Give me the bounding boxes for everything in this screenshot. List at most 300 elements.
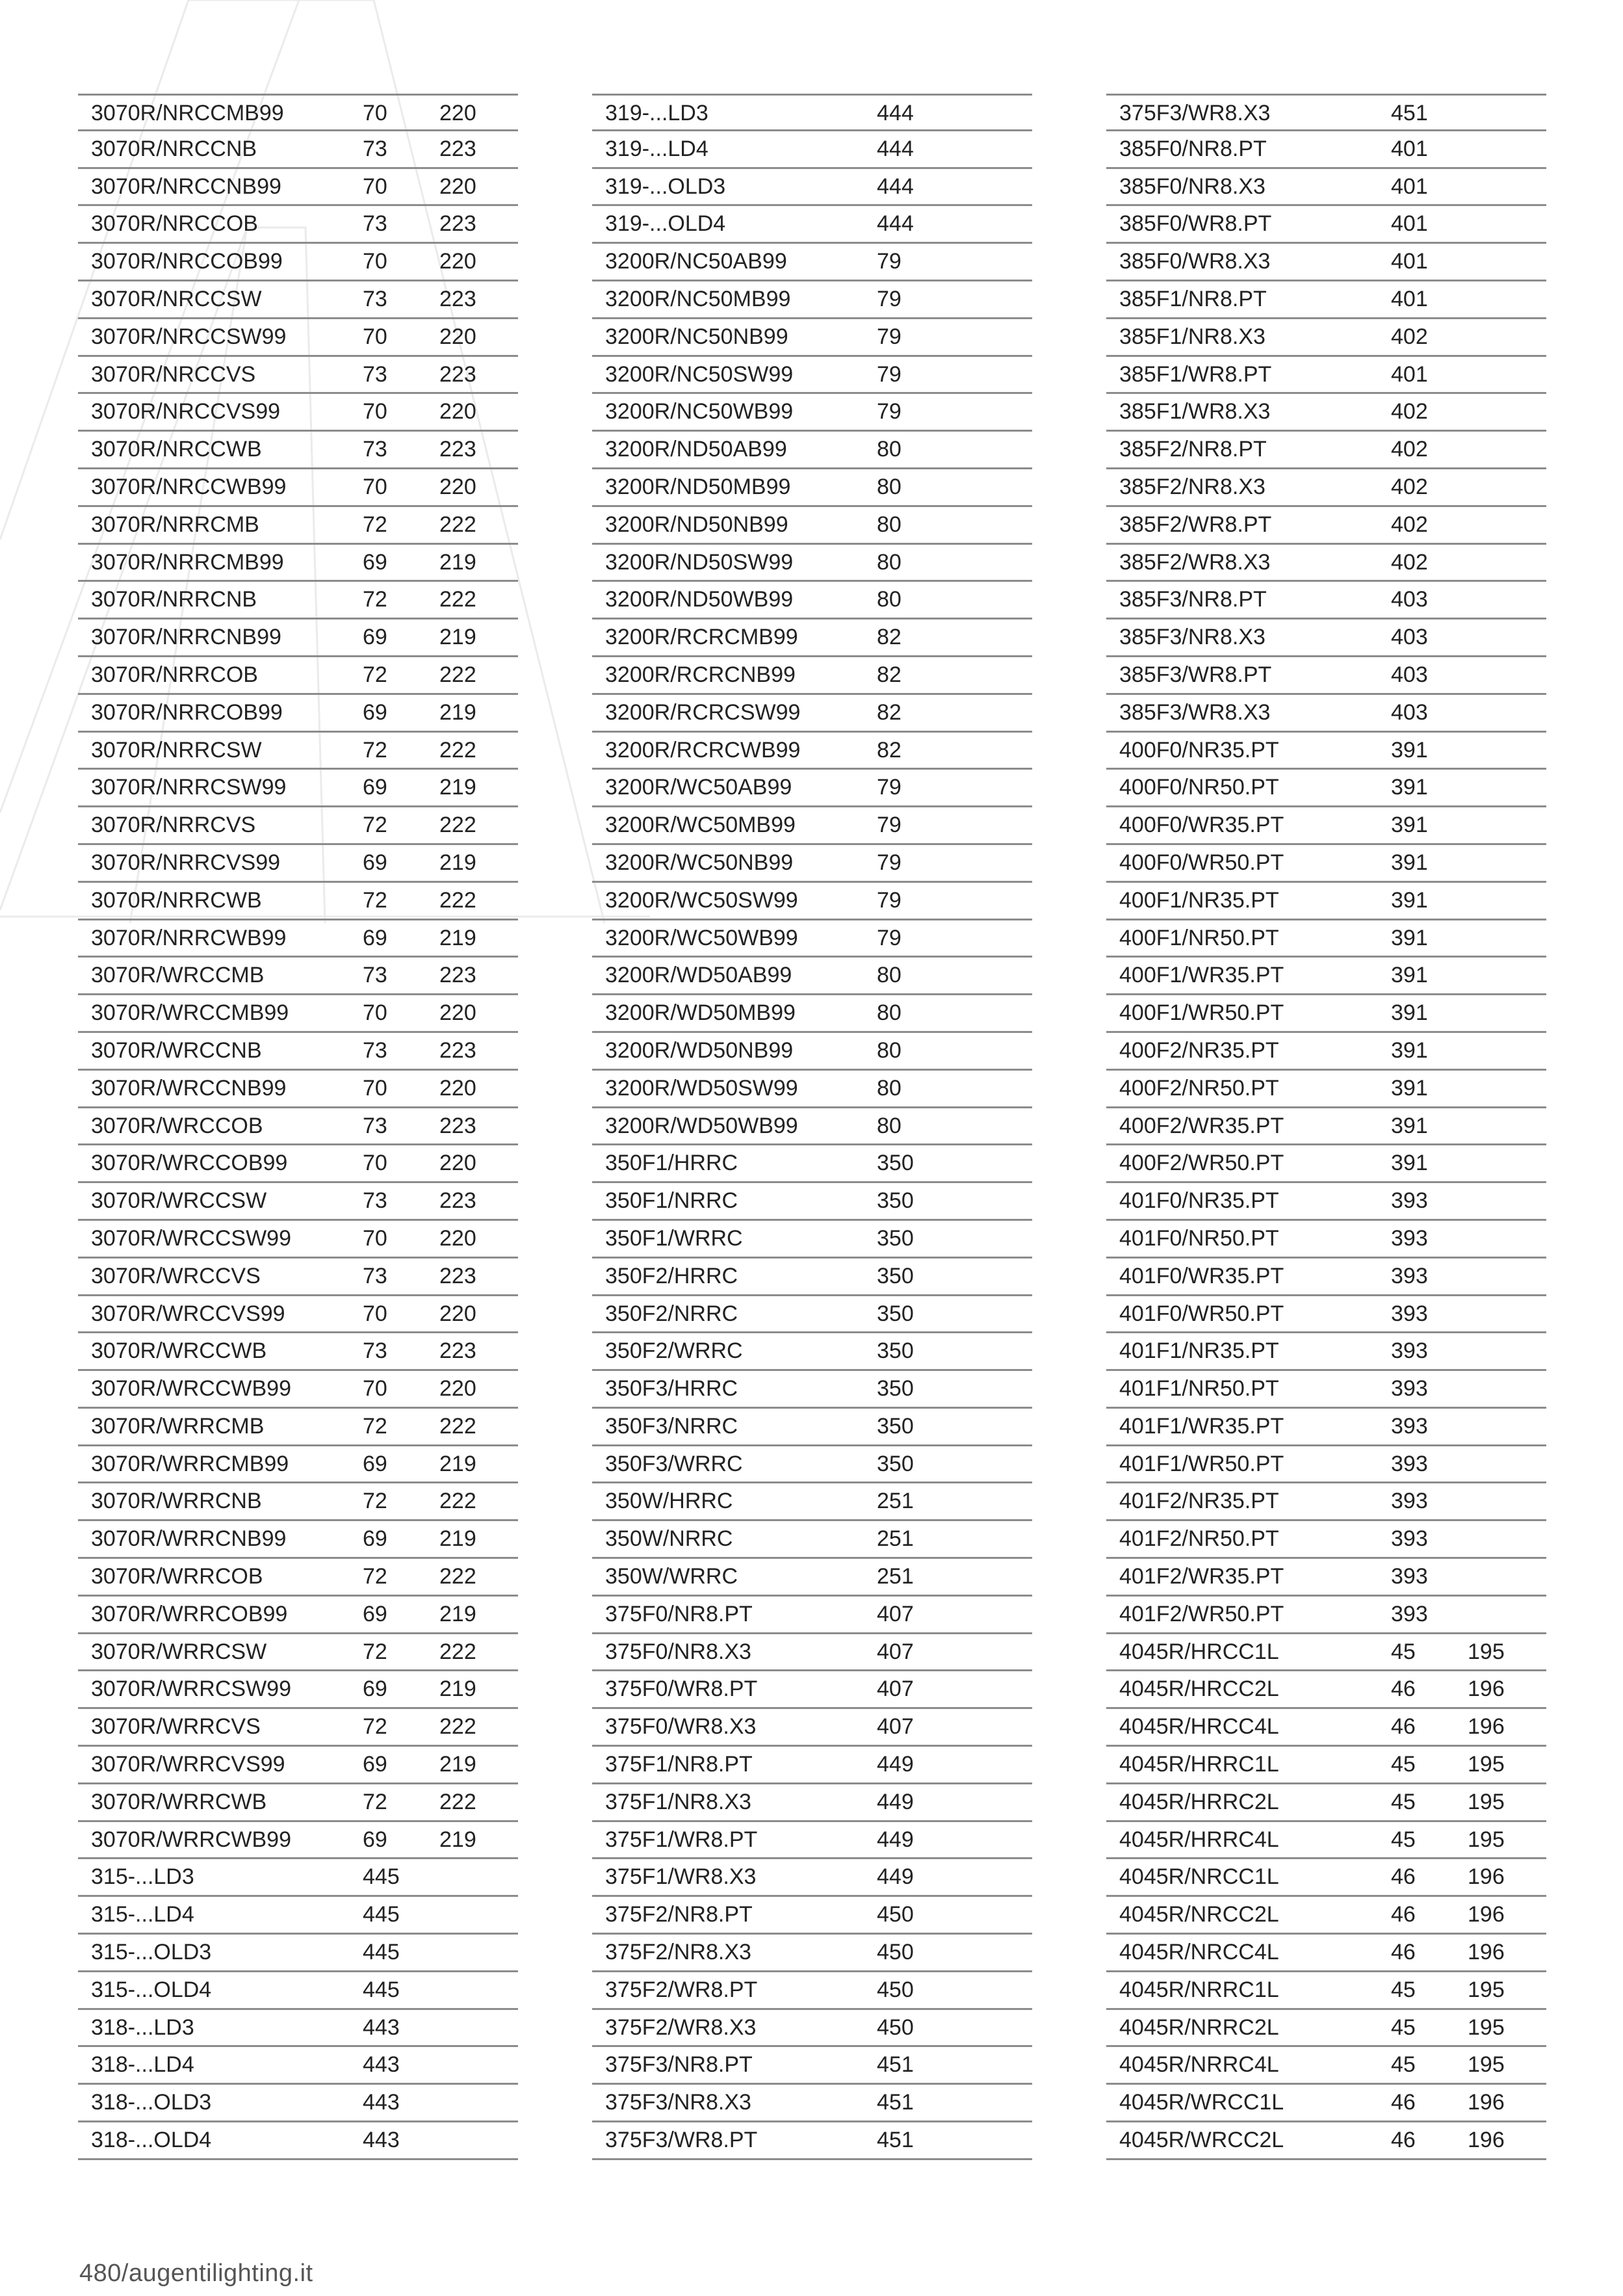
page-ref: 70: [363, 1301, 387, 1326]
table-row: [78, 1559, 518, 1597]
product-code: 3070R/WRCCMB: [91, 963, 265, 988]
product-code: 4045R/HRCC1L: [1119, 1639, 1279, 1664]
product-code: 3070R/WRRCSW: [91, 1639, 267, 1664]
table-row: [1106, 1747, 1546, 1784]
page-ref: 350: [877, 1301, 914, 1326]
table-row: [592, 169, 1032, 207]
product-code: 318-...OLD4: [91, 2128, 212, 2153]
table-row: [592, 1671, 1032, 1709]
table-row: [592, 469, 1032, 507]
product-code: 400F1/WR35.PT: [1119, 963, 1284, 988]
page-ref: 73: [363, 286, 387, 311]
table-row: [592, 507, 1032, 545]
table-row: [78, 94, 518, 131]
page-ref: 391: [1391, 775, 1428, 800]
page-ref-alt: 219: [439, 1676, 476, 1702]
page-ref: 70: [363, 1151, 387, 1176]
product-code: 350F2/WRRC: [605, 1338, 743, 1364]
page-ref-alt: 219: [439, 1752, 476, 1777]
table-row: [592, 1483, 1032, 1521]
table-row: [592, 1183, 1032, 1221]
page-ref: 45: [1391, 1639, 1416, 1664]
product-code: 401F0/NR35.PT: [1119, 1188, 1279, 1214]
page-ref: 70: [363, 1225, 387, 1251]
page-ref: 401: [1391, 249, 1428, 274]
product-code: 3070R/WRCCNB: [91, 1037, 262, 1063]
product-code: 3200R/RCRCMB99: [605, 625, 798, 650]
product-code: 3070R/WRRCMB99: [91, 1451, 289, 1476]
page-ref-alt: 222: [439, 1413, 476, 1439]
page-ref-alt: 196: [1468, 1714, 1505, 1740]
product-code: 319-...LD3: [605, 101, 708, 125]
page-ref: 73: [363, 1188, 387, 1214]
product-code: 375F0/WR8.PT: [605, 1676, 758, 1702]
page-ref: 449: [877, 1827, 914, 1852]
page-ref: 401: [1391, 286, 1428, 311]
page-ref-alt: 219: [439, 1601, 476, 1626]
table-row: [78, 1671, 518, 1709]
product-code: 3070R/NRRCOB99: [91, 699, 283, 725]
product-code: 375F1/WR8.PT: [605, 1827, 758, 1852]
page-ref: 72: [363, 1489, 387, 1514]
product-code: 315-...OLD3: [91, 1940, 212, 1965]
page-ref: 251: [877, 1489, 914, 1514]
product-code: 375F3/NR8.X3: [605, 2090, 751, 2115]
table-row: [78, 1709, 518, 1747]
table-row: [1106, 469, 1546, 507]
table-row: [592, 281, 1032, 319]
product-code: 375F0/NR8.X3: [605, 1639, 751, 1664]
page-ref: 403: [1391, 625, 1428, 650]
page-ref-alt: 195: [1468, 1752, 1505, 1777]
page-ref: 445: [363, 1940, 400, 1965]
page-ref: 70: [363, 101, 387, 125]
page-ref-alt: 195: [1468, 1789, 1505, 1814]
table-row: [78, 1747, 518, 1784]
product-code: 3200R/NC50NB99: [605, 324, 788, 349]
table-row: [78, 845, 518, 883]
table-row: [78, 733, 518, 770]
table-row: [78, 281, 518, 319]
page-ref-alt: 196: [1468, 2090, 1505, 2115]
page-ref: 70: [363, 324, 387, 349]
product-code: 401F2/NR50.PT: [1119, 1526, 1279, 1552]
product-code: 3070R/NRCCVS: [91, 361, 256, 387]
product-code: 350W/NRRC: [605, 1526, 733, 1552]
product-code: 3200R/ND50MB99: [605, 474, 791, 499]
product-code: 319-...OLD3: [605, 174, 726, 199]
product-code: 385F1/WR8.X3: [1119, 399, 1271, 424]
page-ref: 444: [877, 101, 914, 125]
page-ref: 80: [877, 1113, 902, 1138]
page-ref: 69: [363, 1601, 387, 1626]
product-code: 3070R/WRCCWB99: [91, 1376, 291, 1402]
table-row: [592, 1145, 1032, 1183]
page-ref-alt: 223: [439, 963, 476, 988]
page-ref: 72: [363, 662, 387, 687]
product-code: 3200R/WC50SW99: [605, 887, 798, 913]
page-ref-alt: 223: [439, 1263, 476, 1288]
page-ref: 443: [363, 2052, 400, 2078]
product-code: 3200R/ND50AB99: [605, 437, 787, 462]
table-row: [1106, 620, 1546, 657]
table-row: [78, 2047, 518, 2085]
product-code: 3200R/WD50NB99: [605, 1037, 794, 1063]
page-ref: 80: [877, 474, 902, 499]
product-code: 385F1/NR8.X3: [1119, 324, 1266, 349]
table-row: [78, 319, 518, 357]
table-row: [1106, 244, 1546, 281]
page-ref: 79: [877, 361, 902, 387]
product-code: 3070R/WRRCWB: [91, 1789, 267, 1814]
table-row: [592, 1559, 1032, 1597]
page-ref: 82: [877, 625, 902, 650]
page-ref: 403: [1391, 587, 1428, 612]
table-row: [1106, 1521, 1546, 1559]
page-ref-alt: 220: [439, 1075, 476, 1101]
product-code: 3070R/WRRCMB: [91, 1413, 265, 1439]
product-code: 401F1/WR50.PT: [1119, 1451, 1284, 1476]
page-ref: 46: [1391, 1714, 1416, 1740]
page-ref-alt: 220: [439, 101, 476, 125]
product-code: 401F2/NR35.PT: [1119, 1489, 1279, 1514]
page-ref: 251: [877, 1526, 914, 1552]
product-code: 4045R/NRRC1L: [1119, 1977, 1279, 2002]
product-code: 3070R/WRCCWB: [91, 1338, 267, 1364]
table-row: [592, 1897, 1032, 1935]
page-ref: 401: [1391, 136, 1428, 161]
page-ref: 407: [877, 1676, 914, 1702]
table-row: [78, 1221, 518, 1259]
page-ref-alt: 220: [439, 474, 476, 499]
table-row: [1106, 94, 1546, 131]
page-ref: 79: [877, 249, 902, 274]
product-code: 3070R/NRRCVS: [91, 813, 256, 838]
table-row: [78, 394, 518, 432]
page-ref: 72: [363, 1639, 387, 1664]
page-ref-alt: 219: [439, 625, 476, 650]
page-ref: 350: [877, 1263, 914, 1288]
page-ref-alt: 220: [439, 174, 476, 199]
table-row: [592, 1371, 1032, 1409]
page-ref-alt: 222: [439, 662, 476, 687]
table-row: [592, 1972, 1032, 2010]
page-ref: 391: [1391, 963, 1428, 988]
product-code: 3070R/NRCCSW99: [91, 324, 287, 349]
product-code: 3070R/WRCCNB99: [91, 1075, 287, 1101]
table-row: [1106, 1259, 1546, 1296]
product-code: 401F0/WR50.PT: [1119, 1301, 1284, 1326]
table-row: [592, 1597, 1032, 1634]
product-code: 3070R/NRCCWB99: [91, 474, 287, 499]
product-code: 375F0/NR8.PT: [605, 1601, 753, 1626]
table-row: [592, 883, 1032, 920]
product-code: 319-...LD4: [605, 136, 708, 161]
page-ref: 80: [877, 1000, 902, 1026]
table-row: [78, 695, 518, 733]
page-ref: 45: [1391, 1789, 1416, 1814]
product-code: 401F1/NR50.PT: [1119, 1376, 1279, 1402]
product-code: 3200R/RCRCSW99: [605, 699, 801, 725]
table-row: [592, 845, 1032, 883]
product-code: 318-...OLD3: [91, 2090, 212, 2115]
product-code: 3200R/ND50NB99: [605, 512, 788, 537]
product-code: 4045R/NRCC1L: [1119, 1864, 1279, 1890]
page-ref: 72: [363, 1714, 387, 1740]
page-ref: 443: [363, 2128, 400, 2153]
table-row: [592, 94, 1032, 131]
product-code: 400F1/NR50.PT: [1119, 925, 1279, 950]
page-ref: 45: [1391, 1977, 1416, 2002]
product-code: 3200R/NC50AB99: [605, 249, 787, 274]
page-ref: 80: [877, 1037, 902, 1063]
table-row: [592, 1409, 1032, 1446]
product-code: 385F3/NR8.PT: [1119, 587, 1267, 612]
table-row: [1106, 695, 1546, 733]
table-row: [78, 432, 518, 469]
page-ref-alt: 219: [439, 775, 476, 800]
product-code: 4045R/HRRC1L: [1119, 1752, 1279, 1777]
page-ref: 79: [877, 399, 902, 424]
product-code: 350W/HRRC: [605, 1489, 733, 1514]
page-ref: 393: [1391, 1376, 1428, 1402]
page-ref: 69: [363, 1451, 387, 1476]
page-ref: 402: [1391, 324, 1428, 349]
page-ref-alt: 220: [439, 1151, 476, 1176]
table-row: [1106, 1221, 1546, 1259]
product-code: 400F0/NR35.PT: [1119, 737, 1279, 763]
table-row: [78, 1371, 518, 1409]
page-ref: 70: [363, 174, 387, 199]
table-row: [1106, 883, 1546, 920]
page-ref: 451: [877, 2052, 914, 2078]
page-ref: 449: [877, 1752, 914, 1777]
product-code: 400F1/NR35.PT: [1119, 887, 1279, 913]
product-code: 385F3/WR8.PT: [1119, 662, 1272, 687]
page-ref-alt: 223: [439, 1338, 476, 1364]
table-row: [78, 1634, 518, 1672]
table-row: [1106, 2085, 1546, 2122]
page-footer: 480/augentilighting.it: [79, 2260, 313, 2287]
page-ref: 45: [1391, 1752, 1416, 1777]
table-row: [1106, 1183, 1546, 1221]
product-code: 3070R/NRRCOB: [91, 662, 258, 687]
table-row: [1106, 507, 1546, 545]
page-ref: 393: [1391, 1225, 1428, 1251]
page-ref: 79: [877, 775, 902, 800]
page-ref: 73: [363, 1113, 387, 1138]
page-ref: 73: [363, 361, 387, 387]
product-code: 400F2/WR50.PT: [1119, 1151, 1284, 1176]
page-ref: 402: [1391, 549, 1428, 575]
page-ref: 391: [1391, 1000, 1428, 1026]
table-row: [592, 1221, 1032, 1259]
table-row: [592, 357, 1032, 395]
table-row: [592, 1333, 1032, 1371]
table-row: [592, 1784, 1032, 1822]
product-code: 3070R/NRCCVS99: [91, 399, 281, 424]
product-code: 400F2/NR35.PT: [1119, 1037, 1279, 1063]
page-ref: 69: [363, 1752, 387, 1777]
page-ref: 46: [1391, 1902, 1416, 1927]
table-row: [592, 1709, 1032, 1747]
table-row: [78, 507, 518, 545]
page-ref: 443: [363, 2015, 400, 2040]
product-code: 3070R/NRRCVS99: [91, 850, 281, 875]
table-row: [592, 657, 1032, 695]
product-code: 3070R/WRRCOB99: [91, 1601, 288, 1626]
table-row: [1106, 432, 1546, 469]
product-code: 350F1/NRRC: [605, 1188, 738, 1214]
product-code: 3200R/RCRCNB99: [605, 662, 796, 687]
table-row: [592, 958, 1032, 995]
product-code: 350F3/WRRC: [605, 1451, 743, 1476]
table-row: [1106, 1784, 1546, 1822]
page-ref: 350: [877, 1413, 914, 1439]
product-code: 3070R/WRRCVS99: [91, 1752, 285, 1777]
page-ref: 72: [363, 1413, 387, 1439]
table-row: [1106, 131, 1546, 169]
table-row: [78, 920, 518, 958]
page-ref-alt: 223: [439, 437, 476, 462]
product-code: 350W/WRRC: [605, 1564, 738, 1589]
table-row: [78, 1409, 518, 1446]
product-code: 3070R/WRCCOB99: [91, 1151, 288, 1176]
page-ref: 45: [1391, 1827, 1416, 1852]
page-ref: 407: [877, 1639, 914, 1664]
product-code: 401F1/NR35.PT: [1119, 1338, 1279, 1364]
page-ref-alt: 219: [439, 925, 476, 950]
table-row: [1106, 920, 1546, 958]
page-ref: 391: [1391, 737, 1428, 763]
page-ref: 70: [363, 1075, 387, 1101]
page-ref: 72: [363, 887, 387, 913]
page-ref: 79: [877, 813, 902, 838]
table-row: [1106, 1822, 1546, 1860]
page-ref: 450: [877, 1902, 914, 1927]
table-row: [592, 1634, 1032, 1672]
page-ref: 444: [877, 211, 914, 237]
product-code: 3070R/WRCCMB99: [91, 1000, 289, 1026]
page-ref: 393: [1391, 1263, 1428, 1288]
table-row: [1106, 1145, 1546, 1183]
product-code: 3070R/WRCCVS: [91, 1263, 261, 1288]
product-code: 385F0/NR8.X3: [1119, 174, 1266, 199]
product-code: 3200R/WD50SW99: [605, 1075, 798, 1101]
table-row: [1106, 281, 1546, 319]
product-code: 3070R/NRCCNB99: [91, 174, 281, 199]
page-ref: 445: [363, 1864, 400, 1890]
product-code: 400F0/NR50.PT: [1119, 775, 1279, 800]
product-code: 375F3/WR8.X3: [1119, 101, 1271, 125]
page-ref: 393: [1391, 1451, 1428, 1476]
page-ref: 402: [1391, 437, 1428, 462]
table-row: [592, 1259, 1032, 1296]
product-code: 3070R/NRRCWB99: [91, 925, 287, 950]
table-row: [1106, 1597, 1546, 1634]
product-code: 3070R/NRRCWB: [91, 887, 262, 913]
page-ref: 391: [1391, 1113, 1428, 1138]
page-ref: 393: [1391, 1526, 1428, 1552]
page-ref-alt: 223: [439, 211, 476, 237]
table-row: [78, 1033, 518, 1071]
product-code: 3070R/WRCCSW: [91, 1188, 267, 1214]
page-ref: 79: [877, 324, 902, 349]
table-row: [592, 695, 1032, 733]
page-ref-alt: 223: [439, 361, 476, 387]
table-row: [592, 1446, 1032, 1484]
product-code: 375F1/NR8.PT: [605, 1752, 753, 1777]
page-ref: 70: [363, 1000, 387, 1026]
product-code: 4045R/NRRC4L: [1119, 2052, 1279, 2078]
page-ref: 69: [363, 1827, 387, 1852]
page-ref: 350: [877, 1151, 914, 1176]
table-row: [1106, 1709, 1546, 1747]
table-row: [78, 1597, 518, 1634]
table-row: [592, 1935, 1032, 1972]
table-row: [78, 2122, 518, 2160]
page-ref: 46: [1391, 1676, 1416, 1702]
page-ref-alt: 220: [439, 399, 476, 424]
page-ref: 393: [1391, 1601, 1428, 1626]
table-row: [78, 469, 518, 507]
product-code: 400F2/NR50.PT: [1119, 1075, 1279, 1101]
page-ref: 79: [877, 850, 902, 875]
page-ref-alt: 222: [439, 1789, 476, 1814]
table-row: [1106, 1483, 1546, 1521]
page-ref: 443: [363, 2090, 400, 2115]
table-row: [78, 1259, 518, 1296]
page-ref: 402: [1391, 512, 1428, 537]
table-row: [78, 1183, 518, 1221]
product-code: 3200R/WD50WB99: [605, 1113, 798, 1138]
product-code: 3200R/NC50MB99: [605, 286, 791, 311]
product-code: 385F2/NR8.X3: [1119, 474, 1266, 499]
product-code: 4045R/HRRC2L: [1119, 1789, 1279, 1814]
page-ref-alt: 220: [439, 1301, 476, 1326]
table-row: [1106, 1935, 1546, 1972]
page-ref-alt: 219: [439, 1451, 476, 1476]
table-row: [78, 958, 518, 995]
page-ref: 402: [1391, 399, 1428, 424]
page-ref: 393: [1391, 1338, 1428, 1364]
table-row: [592, 1033, 1032, 1071]
table-row: [1106, 995, 1546, 1033]
page-ref-alt: 222: [439, 1714, 476, 1740]
product-code: 385F2/NR8.PT: [1119, 437, 1267, 462]
page-ref: 69: [363, 925, 387, 950]
page-ref: 393: [1391, 1301, 1428, 1326]
product-code: 319-...OLD4: [605, 211, 726, 237]
product-code: 350F2/HRRC: [605, 1263, 738, 1288]
page-ref: 445: [363, 1977, 400, 2002]
page-ref: 391: [1391, 1151, 1428, 1176]
page-ref: 350: [877, 1338, 914, 1364]
table-row: [592, 1108, 1032, 1146]
product-code: 375F0/WR8.X3: [605, 1714, 757, 1740]
page-ref: 69: [363, 1676, 387, 1702]
table-row: [1106, 1634, 1546, 1672]
product-code: 385F2/WR8.PT: [1119, 512, 1272, 537]
table-row: [1106, 394, 1546, 432]
table-row: [1106, 1972, 1546, 2010]
product-code: 3070R/WRRCSW99: [91, 1676, 291, 1702]
page-ref-alt: 219: [439, 699, 476, 725]
page-ref: 445: [363, 1902, 400, 1927]
page-ref: 403: [1391, 699, 1428, 725]
product-code: 385F3/NR8.X3: [1119, 625, 1266, 650]
page-ref: 80: [877, 549, 902, 575]
